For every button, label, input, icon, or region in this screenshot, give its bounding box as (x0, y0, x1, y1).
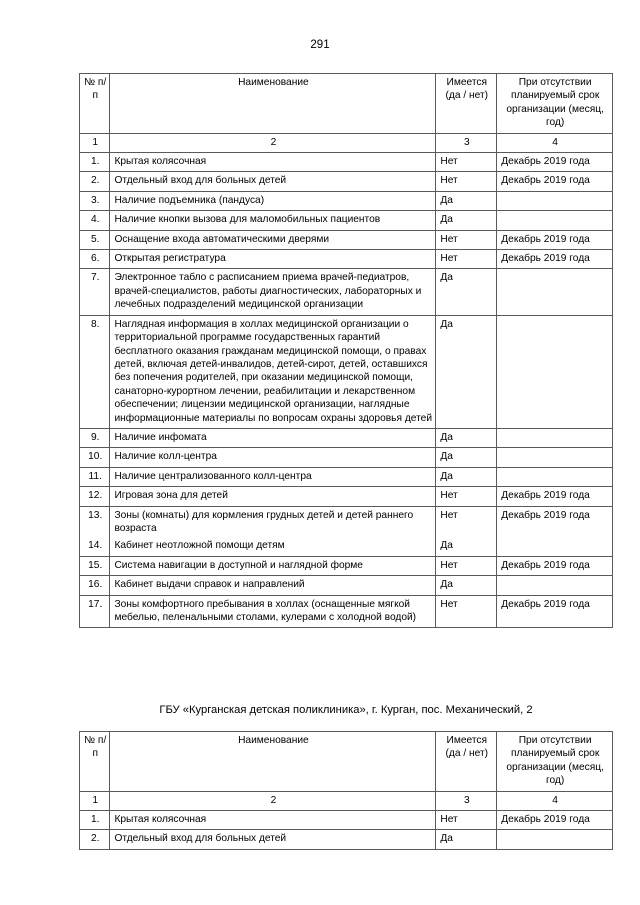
row-number: 9. (80, 428, 110, 447)
row-exists: Нет (436, 506, 497, 535)
row-name: Отдельный вход для больных детей (110, 172, 436, 191)
row-name: Кабинет неотложной помощи детям (110, 535, 436, 556)
row-number: 2. (80, 172, 110, 191)
column-number: 4 (497, 791, 613, 810)
header-planned: При отсутствии планируемый срок организации (месяц, год) (497, 74, 613, 134)
column-number: 1 (80, 133, 110, 152)
row-planned: Декабрь 2019 года (497, 506, 613, 535)
row-exists: Да (436, 448, 497, 467)
row-number: 6. (80, 250, 110, 269)
row-name: Зоны (комнаты) для кормления грудных детей и детей раннего возраста (110, 506, 436, 535)
section-title: ГБУ «Курганская детская поликлиника», г. Курган, пос. Механический, 2 (159, 704, 533, 716)
row-planned (497, 535, 613, 556)
row-number: 15. (80, 556, 110, 575)
table-row (80, 487, 613, 506)
table-row (80, 535, 613, 556)
table-row (80, 269, 613, 315)
facilities-table-1 (79, 73, 613, 628)
table-header-row (80, 74, 613, 134)
row-name: Наличие централизованного колл-центра (110, 467, 436, 486)
column-number: 4 (497, 133, 613, 152)
table-header-row (80, 732, 613, 792)
row-exists: Нет (436, 487, 497, 506)
row-number: 4. (80, 211, 110, 230)
row-planned: Декабрь 2019 года (497, 153, 613, 172)
header-num: № п/п (80, 732, 110, 792)
row-number: 7. (80, 269, 110, 315)
row-exists: Нет (436, 556, 497, 575)
row-exists: Да (436, 315, 497, 428)
page-number: 291 (310, 39, 330, 51)
row-planned (497, 576, 613, 595)
column-numbers-row (80, 791, 613, 810)
row-name: Наличие инфомата (110, 428, 436, 447)
table-row (80, 428, 613, 447)
row-name: Зоны комфортного пребывания в холлах (оснащенные мягкой мебелью, пеленальными столами, кулерами с холодной водой) (110, 595, 436, 628)
row-planned (497, 315, 613, 428)
row-exists: Да (436, 191, 497, 210)
table-row (80, 830, 613, 849)
table-row (80, 250, 613, 269)
row-exists: Да (436, 211, 497, 230)
row-number: 17. (80, 595, 110, 628)
table-row (80, 172, 613, 191)
facilities-table-2 (79, 731, 613, 850)
row-name: Электронное табло с расписанием приема врачей-педиатров, врачей-специалистов, работы диагностических, лабораторных и лечебных подразделений медицинской организации (110, 269, 436, 315)
header-exists: Имеется (да / нет) (436, 732, 497, 792)
table-row (80, 556, 613, 575)
row-exists: Да (436, 535, 497, 556)
row-planned: Декабрь 2019 года (497, 230, 613, 249)
row-planned (497, 269, 613, 315)
row-exists: Да (436, 428, 497, 447)
row-name: Кабинет выдачи справок и направлений (110, 576, 436, 595)
column-number: 3 (436, 133, 497, 152)
row-name: Открытая регистратура (110, 250, 436, 269)
row-planned (497, 467, 613, 486)
row-exists: Нет (436, 811, 497, 830)
row-name: Оснащение входа автоматическими дверями (110, 230, 436, 249)
row-name: Система навигации в доступной и наглядной форме (110, 556, 436, 575)
table-row (80, 211, 613, 230)
header-planned: При отсутствии планируемый срок организации (месяц, год) (497, 732, 613, 792)
row-exists: Да (436, 576, 497, 595)
header-name: Наименование (110, 732, 436, 792)
row-planned: Декабрь 2019 года (497, 172, 613, 191)
row-exists: Нет (436, 250, 497, 269)
row-number: 11. (80, 467, 110, 486)
row-exists: Нет (436, 153, 497, 172)
column-number: 1 (80, 791, 110, 810)
row-planned (497, 191, 613, 210)
column-number: 2 (110, 791, 436, 810)
row-exists: Да (436, 467, 497, 486)
table-row (80, 811, 613, 830)
table-row (80, 448, 613, 467)
row-planned (497, 428, 613, 447)
row-exists: Нет (436, 172, 497, 191)
row-exists: Да (436, 269, 497, 315)
row-planned: Декабрь 2019 года (497, 556, 613, 575)
row-name: Наглядная информация в холлах медицинской организации о территориальной программе государственных гарантий бесплатного оказания гражданам медицинской помощи, о правах детей, включая детей-инвалидов, детей-сирот, детей, оставшихся без попечения родителей, при оказании медицинской помощи, санаторно-курортном лечении, реабилитации и лекарственном обеспечении; лицензии медицинской организации, наглядные информационные материалы по вопросам охраны здоровья детей (110, 315, 436, 428)
row-name: Наличие подъемника (пандуса) (110, 191, 436, 210)
table-row (80, 467, 613, 486)
table-row (80, 315, 613, 428)
row-name: Наличие кнопки вызова для маломобильных пациентов (110, 211, 436, 230)
row-number: 5. (80, 230, 110, 249)
table-row (80, 191, 613, 210)
row-number: 13. (80, 506, 110, 535)
table-row (80, 230, 613, 249)
row-name: Отдельный вход для больных детей (110, 830, 436, 849)
column-number: 3 (436, 791, 497, 810)
row-name: Крытая колясочная (110, 153, 436, 172)
row-number: 1. (80, 153, 110, 172)
header-exists: Имеется (да / нет) (436, 74, 497, 134)
row-planned: Декабрь 2019 года (497, 250, 613, 269)
row-number: 2. (80, 830, 110, 849)
header-name: Наименование (110, 74, 436, 134)
row-planned: Декабрь 2019 года (497, 595, 613, 628)
column-number: 2 (110, 133, 436, 152)
row-planned (497, 211, 613, 230)
table-row (80, 506, 613, 535)
row-number: 10. (80, 448, 110, 467)
row-number: 3. (80, 191, 110, 210)
table-row (80, 153, 613, 172)
row-number: 14. (80, 535, 110, 556)
row-name: Крытая колясочная (110, 811, 436, 830)
header-num: № п/п (80, 74, 110, 134)
row-exists: Да (436, 830, 497, 849)
table-row (80, 595, 613, 628)
table-row (80, 576, 613, 595)
row-planned: Декабрь 2019 года (497, 811, 613, 830)
column-numbers-row (80, 133, 613, 152)
row-number: 1. (80, 811, 110, 830)
row-exists: Нет (436, 595, 497, 628)
row-number: 16. (80, 576, 110, 595)
row-exists: Нет (436, 230, 497, 249)
row-number: 8. (80, 315, 110, 428)
row-name: Наличие колл-центра (110, 448, 436, 467)
row-number: 12. (80, 487, 110, 506)
row-planned (497, 830, 613, 849)
row-planned: Декабрь 2019 года (497, 487, 613, 506)
row-name: Игровая зона для детей (110, 487, 436, 506)
row-planned (497, 448, 613, 467)
